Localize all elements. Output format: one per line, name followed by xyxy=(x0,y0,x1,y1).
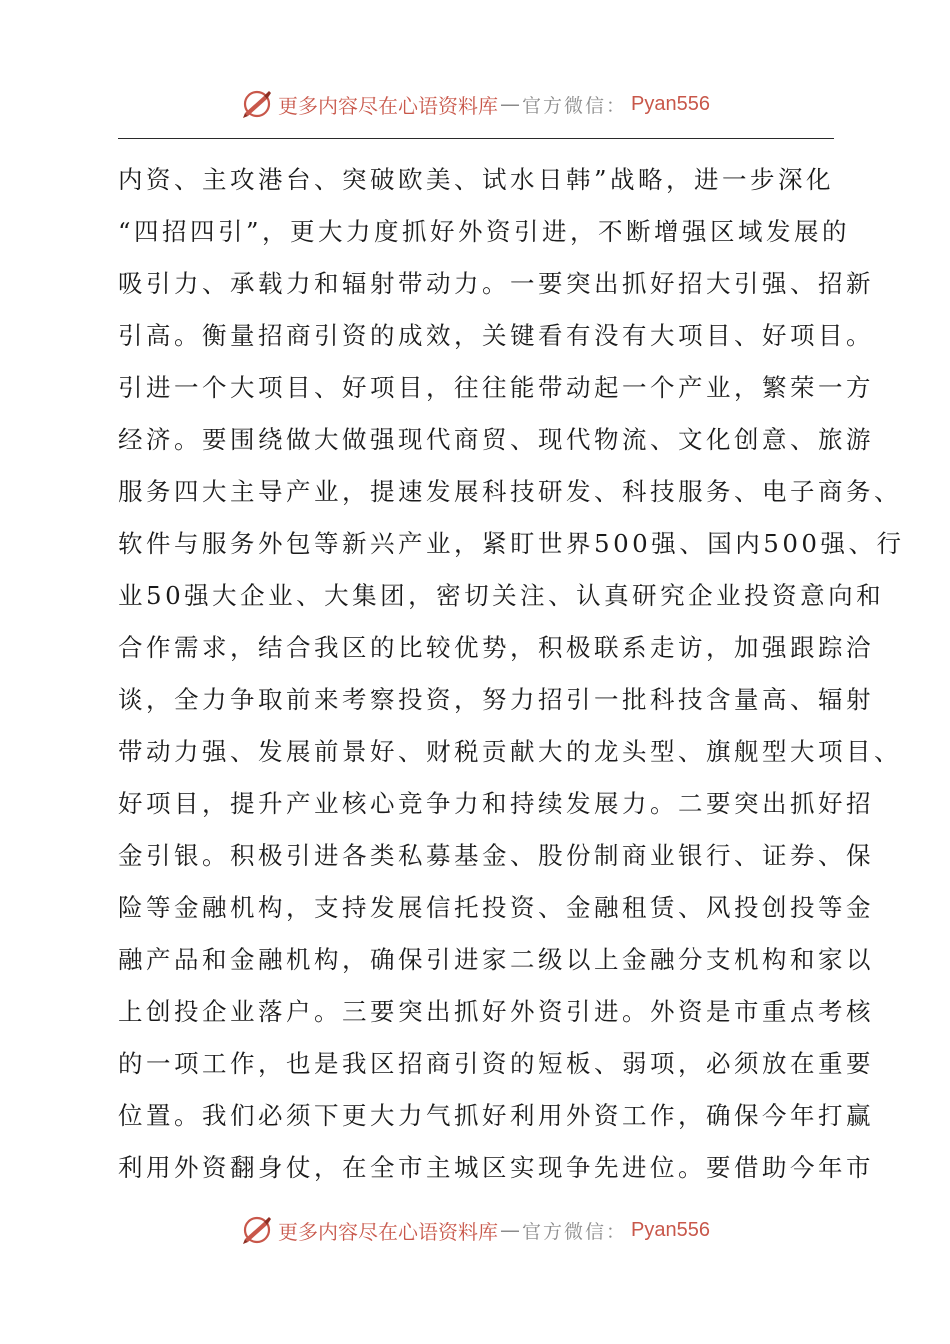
footer-wechat-handle: Pyan556 xyxy=(631,1218,710,1241)
pen-in-circle-icon xyxy=(240,87,274,121)
body-line: 软件与服务外包等新兴产业，紧盯世界500强、国内500强、行 xyxy=(118,529,905,558)
body-line: 服务四大主导产业，提速发展科技研发、科技服务、电子商务、 xyxy=(118,477,902,506)
footer-separator: — xyxy=(500,1218,520,1242)
body-line: 引高。衡量招商引资的成效，关键看有没有大项目、好项目。 xyxy=(118,321,874,350)
body-line: 好项目，提升产业核心竞争力和持续发展力。二要突出抓好招 xyxy=(118,789,874,818)
body-line: 谈，全力争取前来考察投资，努力招引一批科技含量高、辐射 xyxy=(118,685,874,714)
body-line: “四招四引”，更大力度抓好外资引进，不断增强区域发展的 xyxy=(118,217,851,246)
body-line: 融产品和金融机构，确保引进家二级以上金融分支机构和家以 xyxy=(118,945,874,974)
header-wechat-label: 官方微信： xyxy=(522,94,628,117)
header-separator: — xyxy=(500,92,520,116)
header-brand-text: 更多内容尽在心语资料库 xyxy=(278,93,498,118)
document-body xyxy=(118,154,905,1194)
header-wechat-handle: Pyan556 xyxy=(631,92,710,115)
body-line: 引进一个大项目、好项目，往往能带动起一个产业，繁荣一方 xyxy=(118,373,874,402)
body-line: 上创投企业落户。三要突出抓好外资引进。外资是市重点考核 xyxy=(118,997,874,1026)
body-line: 吸引力、承载力和辐射带动力。一要突出抓好招大引强、招新 xyxy=(118,269,874,298)
pen-in-circle-icon xyxy=(240,1213,274,1247)
header-divider xyxy=(118,138,834,139)
body-line: 内资、主攻港台、突破欧美、试水日韩”战略，进一步深化 xyxy=(118,165,835,194)
body-line: 金引银。积极引进各类私募基金、股份制商业银行、证券、保 xyxy=(118,841,874,870)
footer-banner xyxy=(0,1210,950,1250)
body-line: 的一项工作，也是我区招商引资的短板、弱项，必须放在重要 xyxy=(118,1049,874,1078)
header-banner xyxy=(0,84,950,124)
body-line: 位置。我们必须下更大力气抓好利用外资工作，确保今年打赢 xyxy=(118,1101,874,1130)
body-line: 利用外资翻身仗，在全市主城区实现争先进位。要借助今年市 xyxy=(118,1153,874,1182)
body-line: 合作需求，结合我区的比较优势，积极联系走访，加强跟踪洽 xyxy=(118,633,874,662)
footer-brand-text: 更多内容尽在心语资料库 xyxy=(278,1219,498,1244)
body-line: 业50强大企业、大集团，密切关注、认真研究企业投资意向和 xyxy=(118,581,885,610)
footer-wechat-label: 官方微信： xyxy=(522,1220,628,1243)
body-line: 经济。要围绕做大做强现代商贸、现代物流、文化创意、旅游 xyxy=(118,425,874,454)
body-line: 险等金融机构，支持发展信托投资、金融租赁、风投创投等金 xyxy=(118,893,874,922)
body-line: 带动力强、发展前景好、财税贡献大的龙头型、旗舰型大项目、 xyxy=(118,737,902,766)
